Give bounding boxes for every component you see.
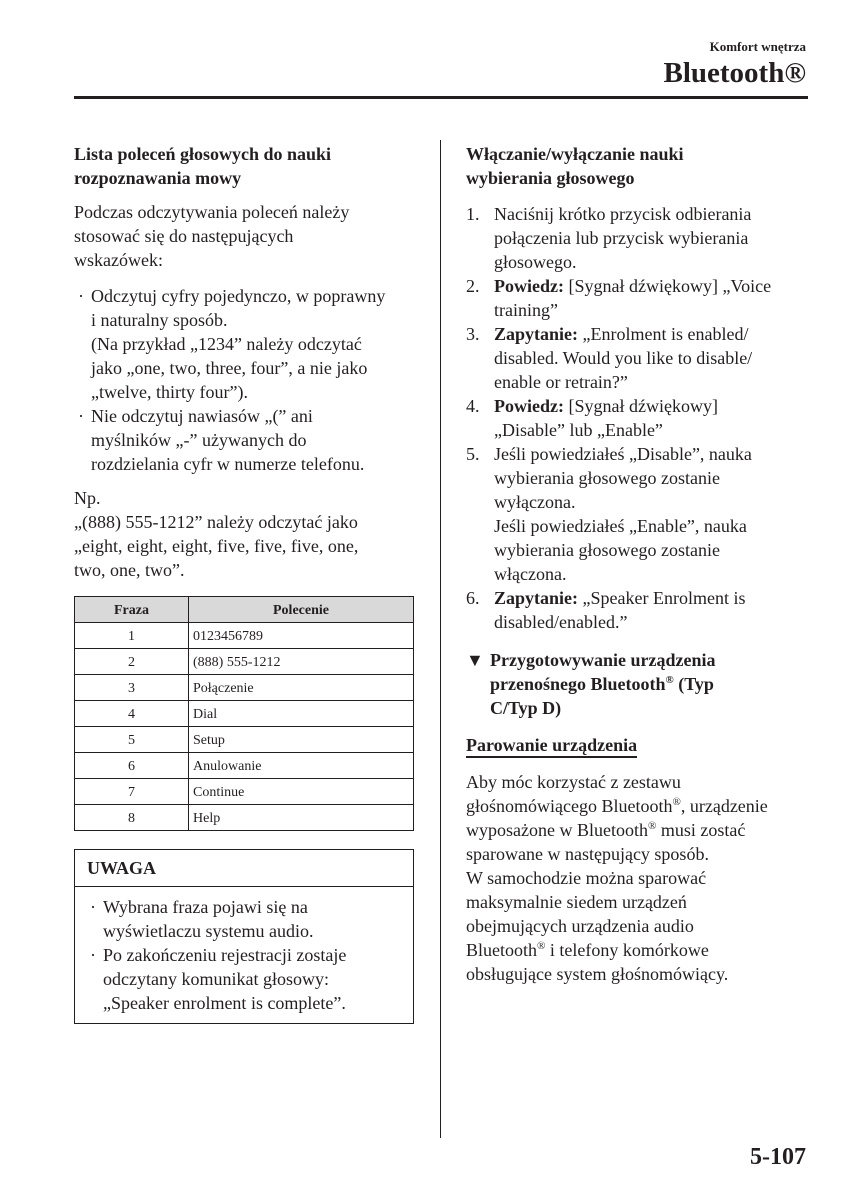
paragraph-text: sparowane w następujący sposób. [466, 844, 709, 864]
example-line: two, one, two”. [74, 560, 185, 580]
guideline-list [74, 284, 417, 476]
example-line: „(888) 555-1212” należy odczytać jako [74, 512, 358, 532]
step-keyword: Zapytanie: [494, 324, 579, 344]
page-number: 5-107 [750, 1144, 806, 1170]
list-item [466, 202, 812, 274]
steps-list [466, 202, 812, 634]
header-rule [74, 96, 808, 99]
step-line: połączenia lub przycisk wybierania [494, 228, 749, 248]
command-cell: (888) 555-1212 [189, 649, 414, 675]
phrase-table [74, 596, 414, 831]
note-title: UWAGA [75, 850, 413, 887]
table-row [75, 649, 414, 675]
phrase-cell: 2 [75, 649, 189, 675]
paragraph-text: musi zostać [656, 820, 746, 840]
bullet-line: (Na przykład „1234” należy odczytać [91, 334, 362, 354]
table-row [75, 753, 414, 779]
bullet-dot: · [90, 945, 96, 965]
note-line: Po zakończeniu rejestracji zostaje [103, 945, 347, 965]
table-row [75, 805, 414, 831]
page-title: Bluetooth® [663, 57, 806, 89]
command-cell: Help [189, 805, 414, 831]
list-item [466, 442, 812, 586]
registered-mark: ® [647, 820, 657, 832]
right-heading-line: Włączanie/wyłączanie nauki [466, 144, 684, 164]
section-heading [466, 648, 812, 720]
command-cell: Anulowanie [189, 753, 414, 779]
table-row [75, 675, 414, 701]
intro-paragraph [74, 200, 417, 272]
step-line: wybierania głosowego zostanie [494, 540, 720, 560]
paragraph-text: wyposażone w Bluetooth [466, 820, 648, 840]
step-line: enable or retrain?” [494, 372, 628, 392]
note-list [75, 887, 413, 1023]
left-heading-line: Lista poleceń głosowych do nauki [74, 144, 332, 164]
step-number: 2. [466, 276, 480, 296]
step-number: 1. [466, 204, 480, 224]
column-divider [440, 140, 441, 1138]
command-cell: Continue [189, 779, 414, 805]
bullet-line: myślników „-” używanych do [91, 430, 307, 450]
intro-line: stosować się do następujących [74, 226, 294, 246]
example-line: Np. [74, 488, 101, 508]
step-line: włączona. [494, 564, 567, 584]
note-line: Wybrana fraza pojawi się na [103, 897, 308, 917]
left-heading-line: rozpoznawania mowy [74, 168, 242, 188]
paragraph-text: głośnomówiącego Bluetooth [466, 796, 673, 816]
column-header-phrase: Fraza [75, 597, 189, 623]
list-item [466, 394, 812, 442]
command-cell: Dial [189, 701, 414, 727]
bullet-dot: · [78, 406, 84, 426]
table-row [75, 727, 414, 753]
phrase-cell: 8 [75, 805, 189, 831]
paragraph-text: i telefony komórkowe [545, 940, 709, 960]
bullet-line: jako „one, two, three, four”, a nie jako [91, 358, 368, 378]
left-column [74, 142, 417, 1024]
command-cell: Połączenie [189, 675, 414, 701]
table-header-row [75, 597, 414, 623]
paragraph-text: obejmujących urządzenia audio [466, 916, 694, 936]
table-row [75, 779, 414, 805]
step-line: disabled/enabled.” [494, 612, 628, 632]
paragraph-text: maksymalnie siedem urządzeń [466, 892, 687, 912]
table-row [75, 623, 414, 649]
left-heading [74, 142, 417, 190]
step-line: training” [494, 300, 558, 320]
step-line: „Enrolment is enabled/ [578, 324, 749, 344]
pairing-paragraph [466, 770, 812, 986]
column-header-command: Polecenie [189, 597, 414, 623]
subsection-heading: Parowanie urządzenia [466, 734, 637, 758]
registered-mark: ® [672, 796, 681, 808]
step-line: wyłączona. [494, 492, 576, 512]
registered-mark: ® [665, 674, 674, 686]
step-line: „Disable” lub „Enable” [494, 420, 663, 440]
step-keyword: Zapytanie: [494, 588, 579, 608]
bullet-line: i naturalny sposób. [91, 310, 228, 330]
step-number: 6. [466, 588, 480, 608]
section-heading-line: C/Typ D) [490, 698, 562, 718]
example-line: „eight, eight, eight, five, five, five, one, [74, 536, 359, 556]
example-paragraph [74, 486, 417, 582]
note-line: odczytany komunikat głosowy: [103, 969, 329, 989]
list-item [74, 404, 417, 476]
step-line: disabled. Would you like to disable/ [494, 348, 753, 368]
list-item [87, 943, 403, 1015]
right-heading [466, 142, 812, 190]
bullet-line: rozdzielania cyfr w numerze telefonu. [91, 454, 365, 474]
registered-mark: ® [537, 940, 546, 952]
section-label: Komfort wnętrza [709, 39, 806, 54]
list-item [466, 586, 812, 634]
command-cell: Setup [189, 727, 414, 753]
paragraph-text: Aby móc korzystać z zestawu [466, 772, 681, 792]
step-line: Jeśli powiedziałeś „Disable”, nauka [494, 444, 752, 464]
step-line: „Speaker Enrolment is [578, 588, 746, 608]
step-keyword: Powiedz: [494, 276, 564, 296]
phrase-cell: 5 [75, 727, 189, 753]
step-line: [Sygnał dźwiękowy] [563, 396, 718, 416]
phrase-cell: 7 [75, 779, 189, 805]
step-number: 4. [466, 396, 480, 416]
list-item [74, 284, 417, 404]
note-line: „Speaker enrolment is complete”. [103, 993, 346, 1013]
bullet-dot: · [90, 897, 96, 917]
phrase-cell: 3 [75, 675, 189, 701]
step-line: wybierania głosowego zostanie [494, 468, 720, 488]
note-box [74, 849, 414, 1024]
list-item [466, 322, 812, 394]
bullet-line: Nie odczytuj nawiasów „(” ani [91, 406, 313, 426]
paragraph-text: W samochodzie można sparować [466, 868, 707, 888]
note-line: wyświetlaczu systemu audio. [103, 921, 314, 941]
step-number: 5. [466, 444, 480, 464]
step-line: [Sygnał dźwiękowy] „Voice [563, 276, 772, 296]
phrase-cell: 6 [75, 753, 189, 779]
bullet-line: Odczytuj cyfry pojedynczo, w poprawny [91, 286, 386, 306]
section-heading-line: Przygotowywanie urządzenia [490, 650, 716, 670]
step-line: Naciśnij krótko przycisk odbierania [494, 204, 752, 224]
bullet-dot: · [78, 286, 84, 306]
paragraph-text: obsługujące system głośnomówiący. [466, 964, 729, 984]
step-line: głosowego. [494, 252, 577, 272]
right-column [466, 142, 812, 986]
triangle-down-icon: ▼ [466, 650, 484, 670]
section-heading-line: przenośnego Bluetooth [490, 674, 666, 694]
paragraph-text: Bluetooth [466, 940, 537, 960]
command-cell: 0123456789 [189, 623, 414, 649]
bullet-line: „twelve, thirty four”). [91, 382, 248, 402]
intro-line: wskazówek: [74, 250, 163, 270]
table-row [75, 701, 414, 727]
step-number: 3. [466, 324, 480, 344]
phrase-cell: 1 [75, 623, 189, 649]
step-keyword: Powiedz: [494, 396, 564, 416]
step-line: Jeśli powiedziałeś „Enable”, nauka [494, 516, 747, 536]
phrase-cell: 4 [75, 701, 189, 727]
intro-line: Podczas odczytywania poleceń należy [74, 202, 350, 222]
right-heading-line: wybierania głosowego [466, 168, 635, 188]
list-item [87, 895, 403, 943]
paragraph-text: , urządzenie [680, 796, 768, 816]
section-heading-line: (Typ [678, 674, 714, 694]
list-item [466, 274, 812, 322]
